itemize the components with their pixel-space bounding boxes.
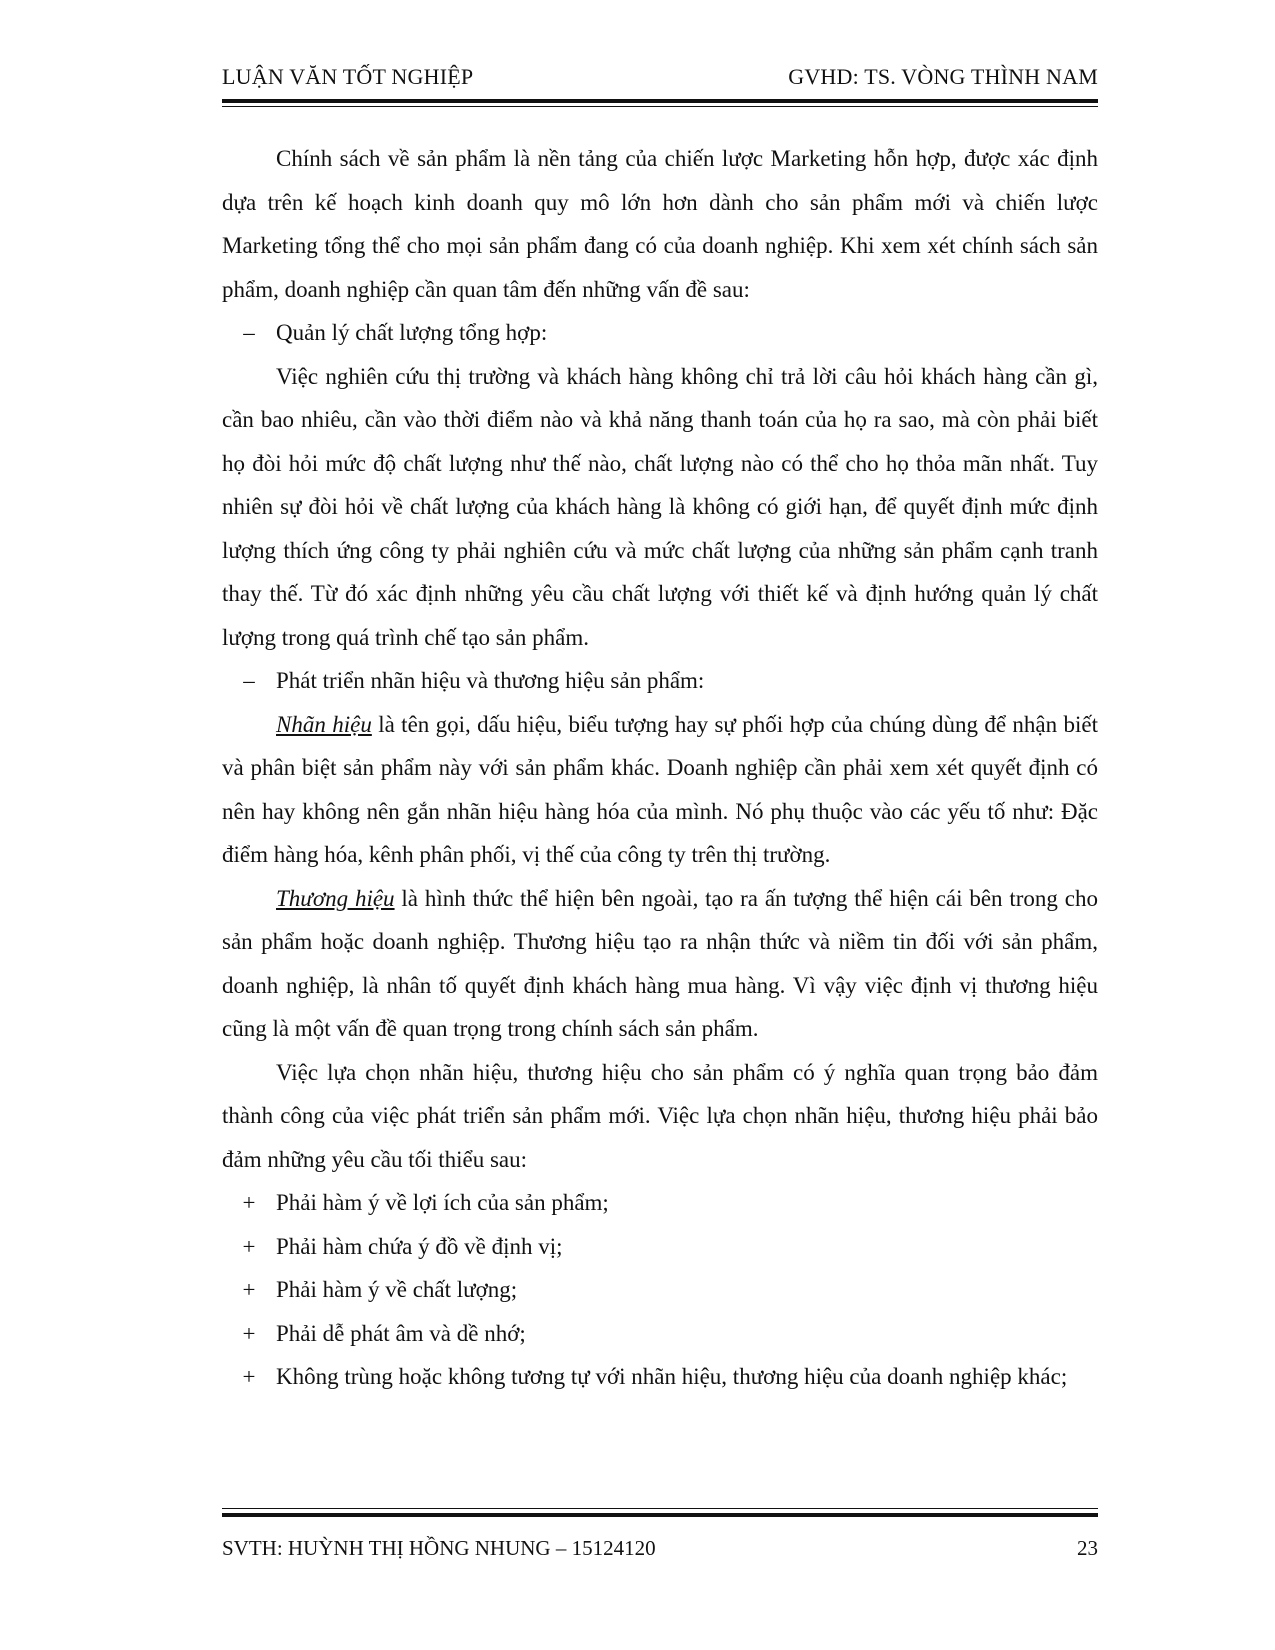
plus-marker: + (242, 1233, 256, 1259)
paragraph-text: là tên gọi, dấu hiệu, biểu tượng hay sự phối hợp của chúng dùng để nhận biết và phân biệt sản phẩm này với sản phẩm khác. Doanh nghiệp cần phải xem xét quyết định có nên hay không nên gắn nhãn hiệu hàng hóa của mình. Nó phụ thuộc vào các yếu tố như: Đặc điểm hàng hóa, kênh phân phối, vị thế của công ty trên thị trường. (222, 711, 1098, 867)
header-rule-thick (222, 99, 1098, 103)
dash-marker: – (243, 320, 255, 345)
plus-item-text: Phải hàm ý về lợi ích của sản phẩm; (276, 1190, 609, 1215)
page-footer (222, 1536, 1098, 1561)
paragraph-product-policy: Chính sách về sản phẩm là nền tảng của chiến lược Marketing hỗn hợp, được xác định dựa trên kế hoạch kinh doanh quy mô lớn hơn dành cho sản phẩm mới và chiến lược Marketing tổng thể cho mọi sản phẩm đang có của doanh nghiệp. Khi xem xét chính sách sản phẩm, doanh nghiệp cần quan tâm đến những vấn đề sau: (222, 146, 1098, 302)
dash-item-quality (222, 311, 1098, 355)
dash-marker: – (243, 668, 255, 693)
plus-item (222, 1181, 1098, 1225)
dash-item-label: Quản lý chất lượng tổng hợp: (276, 320, 548, 345)
header-thesis-title: LUẬN VĂN TỐT NGHIỆP (222, 64, 474, 89)
plus-marker: + (242, 1277, 256, 1302)
paragraph-brand-selection: Việc lựa chọn nhãn hiệu, thương hiệu cho sản phẩm có ý nghĩa quan trọng bảo đảm thành công của việc phát triển sản phẩm mới. Việc lựa chọn nhãn hiệu, thương hiệu phải bảo đảm những yêu cầu tối thiểu sau: (222, 1059, 1098, 1172)
plus-item (222, 1268, 1098, 1312)
header-rule-thin (222, 106, 1098, 107)
plus-item-wrapping (222, 1355, 1098, 1399)
paragraph-market-research: Việc nghiên cứu thị trường và khách hàng không chỉ trả lời câu hỏi khách hàng cần gì, cần bao nhiêu, cần vào thời điểm nào và khả năng thanh toán của họ ra sao, mà còn phải biết họ đòi hỏi mức độ chất lượng như thế nào, chất lượng nào có thể cho họ thỏa mãn nhất. Tuy nhiên sự đòi hỏi về chất lượng của khách hàng là không có giới hạn, để quyết định mức định lượng thích ứng công ty phải nghiên cứu và mức chất lượng của những sản phẩm cạnh tranh thay thế. Từ đó xác định những yêu cầu chất lượng với thiết kế và định hướng quản lý chất lượng trong quá trình chế tạo sản phẩm. (222, 363, 1098, 650)
footer-rule-thin (222, 1508, 1098, 1509)
dash-item-brand (222, 659, 1098, 703)
page-number: 23 (1077, 1536, 1098, 1560)
dash-item-label: Phát triển nhãn hiệu và thương hiệu sản phẩm: (276, 668, 705, 693)
plus-marker: + (242, 1364, 256, 1389)
page-body (222, 137, 1098, 1399)
plus-item (222, 1312, 1098, 1356)
page-header (222, 64, 1098, 90)
plus-item-text: Phải hàm ý về chất lượng; (276, 1277, 518, 1302)
header-advisor: GVHD: TS. VÒNG THÌNH NAM (788, 64, 1098, 89)
paragraph-text: là hình thức thể hiện bên ngoài, tạo ra ấn tượng thể hiện cái bên trong cho sản phẩm hoặc doanh nghiệp. Thương hiệu tạo ra nhận thức và niềm tin đối với sản phẩm, doanh nghiệp, là nhân tố quyết định khách hàng mua hàng. Vì vậy việc định vị thương hiệu cũng là một vấn đề quan trọng trong chính sách sản phẩm. (222, 885, 1098, 1041)
plus-marker: + (242, 1190, 256, 1215)
plus-item-text: Không trùng hoặc không tương tự với nhãn hiệu, thương hiệu của doanh nghiệp khác; (276, 1364, 1068, 1389)
plus-item (222, 1225, 1098, 1269)
footer-rule-thick (222, 1513, 1098, 1517)
paragraph-thuong-hieu (222, 877, 1098, 1051)
plus-item-text: Phải dễ phát âm và dề nhớ; (276, 1320, 526, 1346)
footer-student: SVTH: HUỲNH THỊ HỒNG NHUNG – 15124120 (222, 1536, 656, 1560)
paragraph-nhan-hieu (222, 703, 1098, 877)
term-thuong-hieu: Thương hiệu (276, 885, 395, 911)
plus-marker: + (242, 1320, 256, 1346)
plus-item-text: Phải hàm chứa ý đồ về định vị; (276, 1233, 563, 1259)
term-nhan-hieu: Nhãn hiệu (276, 711, 372, 737)
